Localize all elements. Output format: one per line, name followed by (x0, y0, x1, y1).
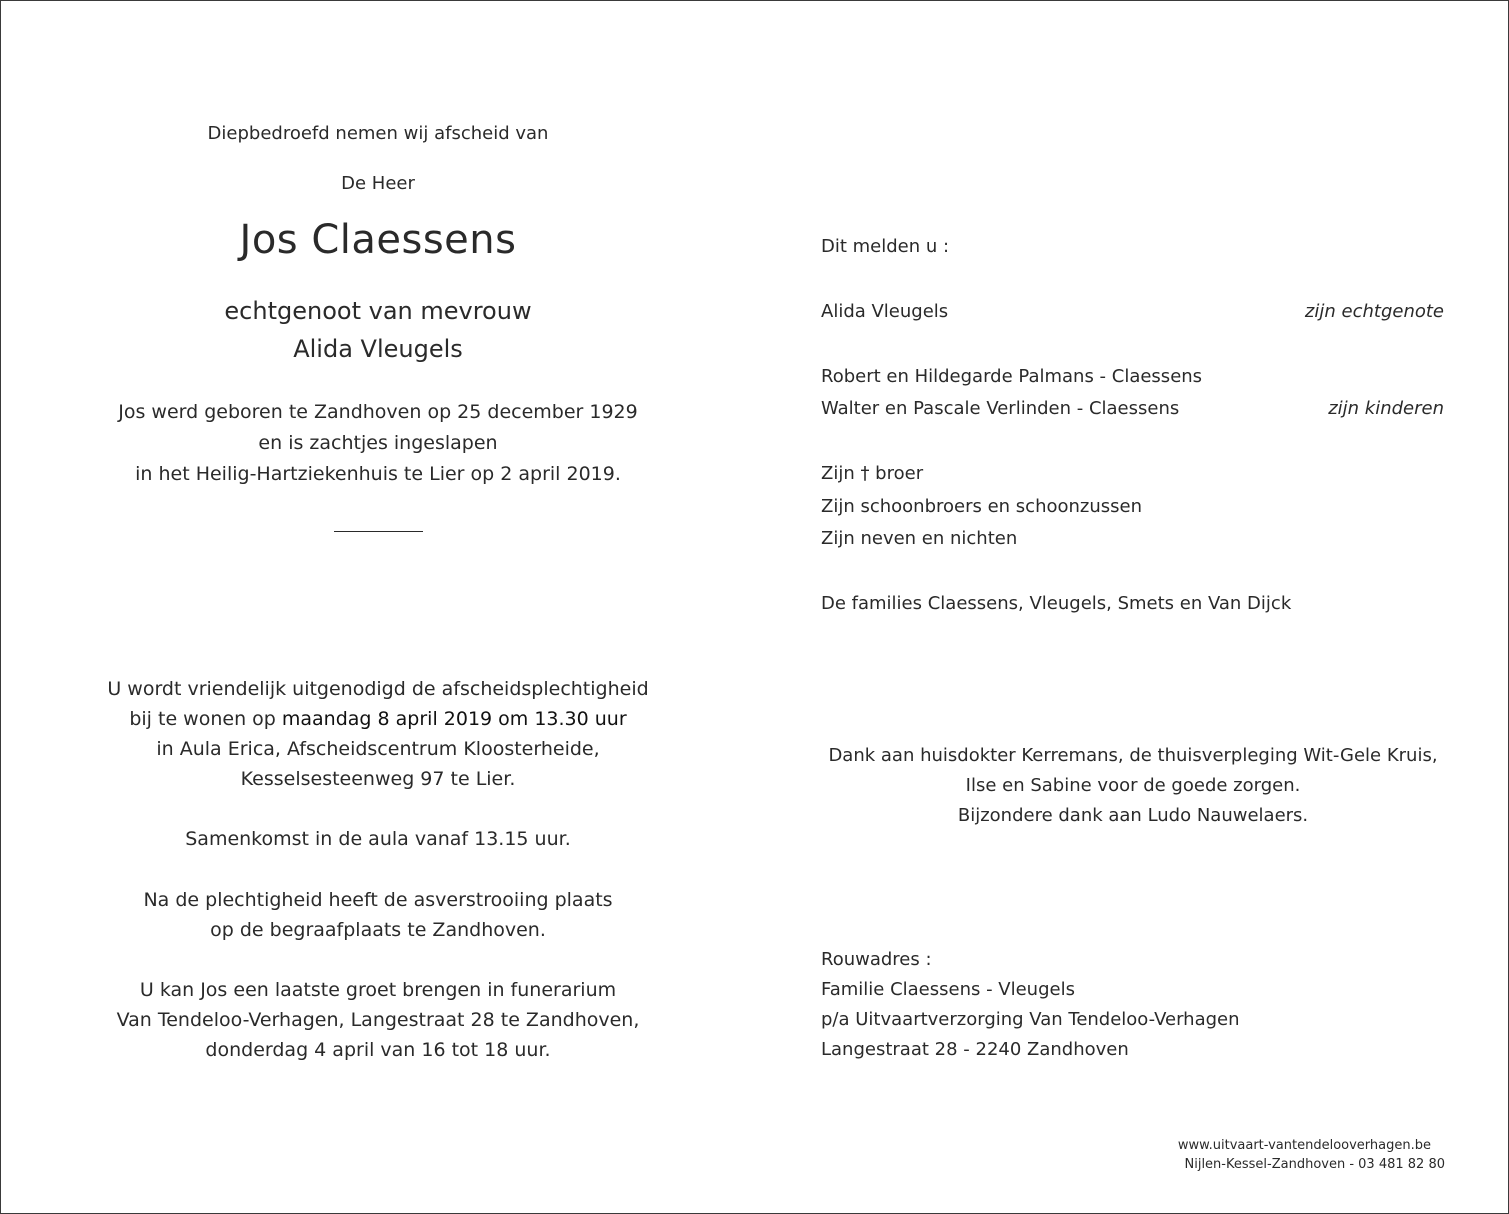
invite-line-4: Kesselsesteenweg 97 te Lier. (240, 768, 516, 790)
bio-line: in het Heilig-Hartziekenhuis te Lier op 2 april 2019. (135, 463, 621, 485)
children-role: zijn kinderen (1328, 398, 1444, 419)
invite-prefix: bij te wonen op (129, 708, 282, 730)
spouse-role: zijn echtgenote (1304, 301, 1444, 322)
child-name: Robert en Hildegarde Palmans - Claessens (821, 366, 1203, 387)
relative-line: Zijn neven en nichten (821, 528, 1018, 549)
invite-line-1: U wordt vriendelijk uitgenodigd de afscheidsplechtigheid (107, 678, 649, 700)
scattering-line: Na de plechtigheid heeft de asverstrooiing plaats (143, 889, 613, 911)
ceremony-datetime: maandag 8 april 2019 om 13.30 uur (281, 708, 627, 730)
spouse-name: Alida Vleugels (821, 301, 949, 322)
thanks-line: Bijzondere dank aan Ludo Nauwelaers. (957, 805, 1309, 826)
visit-line: Van Tendeloo-Verhagen, Langestraat 28 te Zandhoven, (116, 1009, 640, 1031)
scattering-line: op de begraafplaats te Zandhoven. (210, 919, 546, 941)
thanks-line: Ilse en Sabine voor de goede zorgen. (965, 775, 1301, 796)
announce-text: Dit melden u : (821, 236, 950, 257)
divider-rule (334, 531, 423, 532)
address-line: Rouwadres : (821, 949, 932, 970)
deceased-name: Jos Claessens (239, 217, 517, 263)
invite-line-2 (129, 710, 626, 729)
visit-line: U kan Jos een laatste groet brengen in funerarium (139, 979, 617, 1001)
relative-line: Zijn schoonbroers en schoonzussen (821, 496, 1143, 517)
relative-line: Zijn † broer (821, 463, 924, 484)
invite-line-3: in Aula Erica, Afscheidscentrum Kloosterheide, (156, 738, 600, 760)
child-name: Walter en Pascale Verlinden - Claessens (821, 398, 1180, 419)
address-line: p/a Uitvaartverzorging Van Tendeloo-Verhagen (821, 1009, 1240, 1030)
visit-line: donderdag 4 april van 16 tot 18 uur. (205, 1039, 551, 1061)
honorific: De Heer (341, 173, 415, 194)
intro-text: Diepbedroefd nemen wij afscheid van (207, 123, 549, 144)
bio-line: Jos werd geboren te Zandhoven op 25 december 1929 (118, 401, 638, 423)
address-line: Langestraat 28 - 2240 Zandhoven (821, 1039, 1129, 1060)
gathering-text: Samenkomst in de aula vanaf 13.15 uur. (185, 828, 571, 850)
spouse-line-1: echtgenoot van mevrouw (224, 297, 532, 325)
address-line: Familie Claessens - Vleugels (821, 979, 1075, 1000)
funeral-home-website: www.uitvaart-vantendelooverhagen.be (1177, 1138, 1431, 1153)
thanks-line: Dank aan huisdokter Kerremans, de thuisverpleging Wit-Gele Kruis, (828, 745, 1438, 766)
bio-line: en is zachtjes ingeslapen (258, 432, 498, 454)
funeral-home-contact: Nijlen-Kessel-Zandhoven - 03 481 82 80 (1184, 1157, 1445, 1172)
spouse-line-2: Alida Vleugels (293, 335, 463, 363)
families-line: De families Claessens, Vleugels, Smets en Van Dijck (821, 593, 1292, 614)
